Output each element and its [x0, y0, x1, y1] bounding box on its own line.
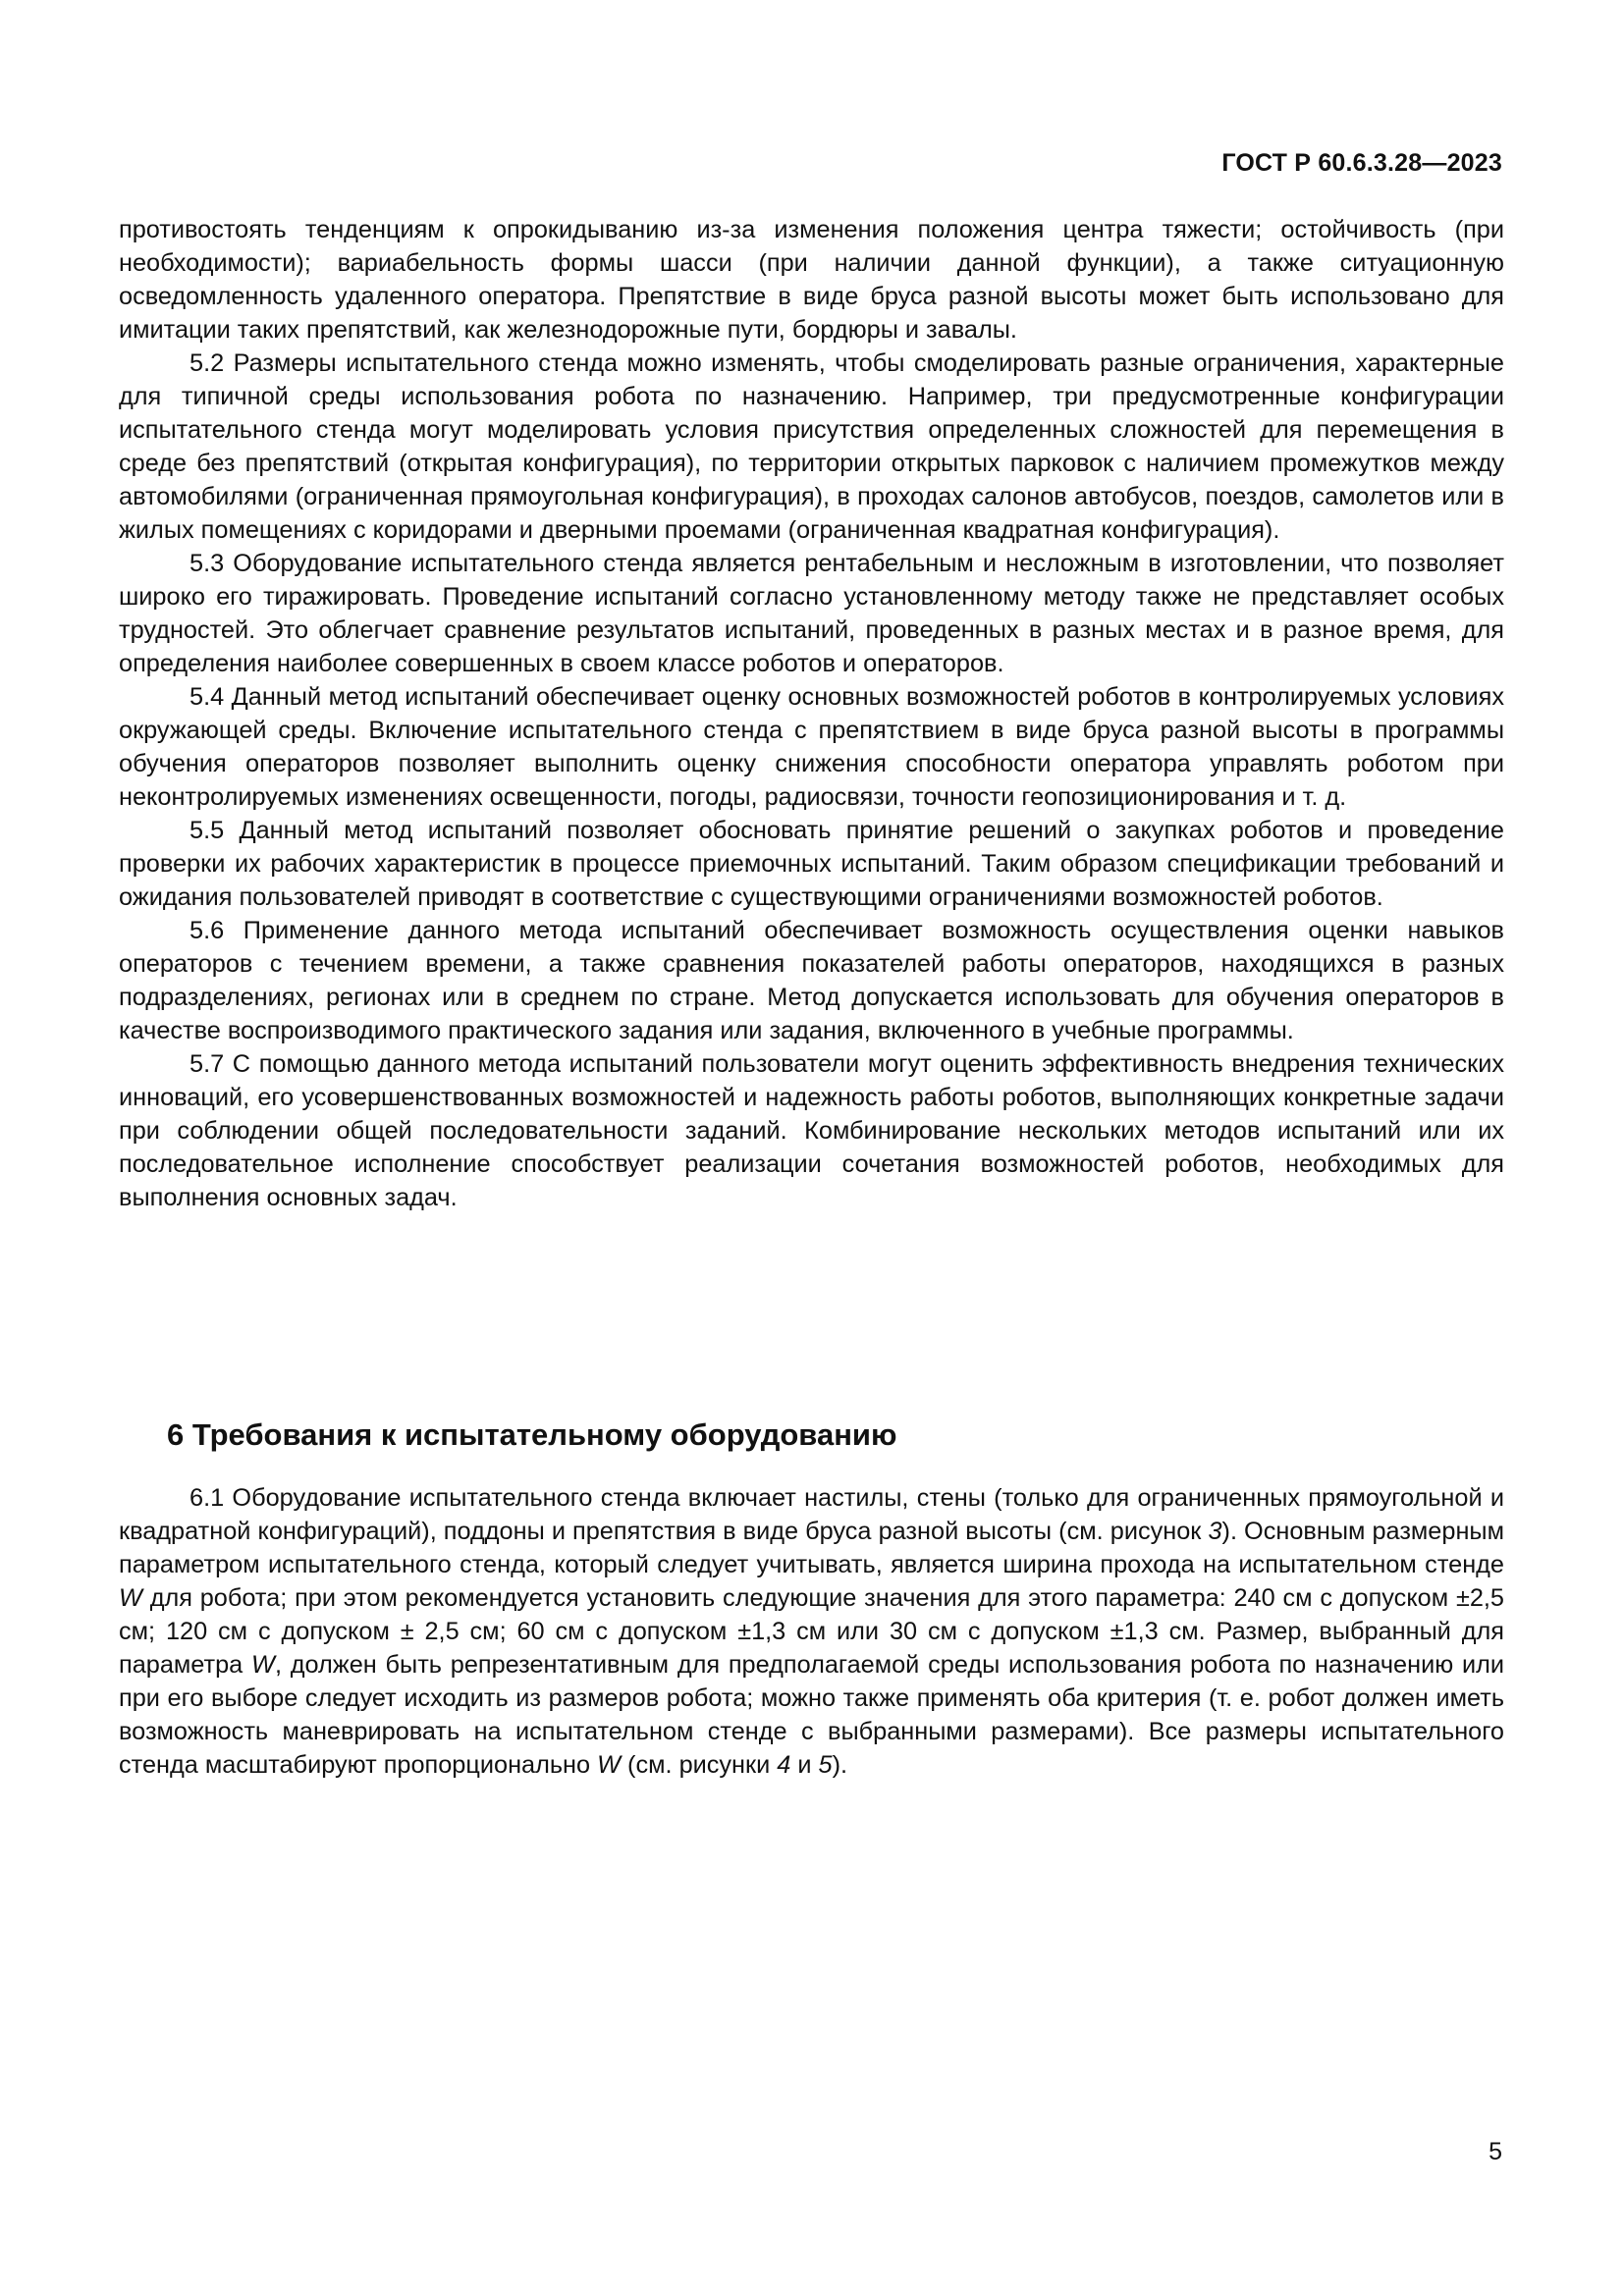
paragraph-5-4: 5.4 Данный метод испытаний обеспечивает оценку основных возможностей роботов в контролируемых условиях окружающей среды. Включение испытательного стенда с препятствием в виде бруса разной высоты в программы обучения операторов позволяет выполнить оценку снижения способности оператора управлять роботом при неконтролируемых изменениях освещенности, погоды, радиосвязи, точности геопозиционирования и т. д. [119, 683, 1504, 811]
section-6-text [119, 1481, 1504, 1782]
paragraph-5-3: 5.3 Оборудование испытательного стенда является рентабельным и несложным в изготовлении, что позволяет широко его тиражировать. Проведение испытаний согласно установленному методу также не представляет особых трудностей. Это облегчает сравнение результатов испытаний, проведенных в разных местах и в разное время, для определения наиболее совершенных в своем классе роботов и операторов. [119, 550, 1504, 677]
paragraph-5-6: 5.6 Применение данного метода испытаний обеспечивает возможность осуществления оценки навыков операторов с течением времени, а также сравнения показателей работы операторов, находящихся в разных подразделениях, регионах или в среднем по стране. Метод допускается использовать для обучения операторов в качестве воспроизводимого практического задания или задания, включенного в учебные программы. [119, 917, 1504, 1044]
page-number: 5 [1489, 2138, 1502, 2165]
figure-ref-4: 4 [777, 1751, 791, 1779]
document-code: ГОСТ Р 60.6.3.28—2023 [1221, 149, 1502, 177]
paragraph-6-1: 6.1 Оборудование испытательного стенда включает настилы, стены (только для ограниченных прямоугольной и квадратной конфигураций), поддоны и препятствия в виде бруса разной высоты (см. рисунок 3). Основным размерным параметром испытательного стенда, который следует учитывать, является ширина прохода на испытательном стенде W для робота; при этом рекомендуется установить следующие значения для этого параметра: 240 см с допуском ±2,5 см; 120 см с допуском ± 2,5 см; 60 см с допуском ±1,3 см или 30 см с допуском ±1,3 см. Размер, выбранный для параметра W, должен быть репрезентативным для предполагаемой среды использования робота по назначению или при его выборе следует исходить из размеров робота; можно также применять оба критерия (т. е. робот должен иметь возможность маневрировать на испытательном стенде с выбранными размерами). Все размеры испытательного стенда масштабируют пропорционально W (см. рисунки 4 и 5). [119, 1484, 1505, 1779]
param-w: W [251, 1651, 275, 1679]
param-w: W [119, 1584, 142, 1612]
figure-ref-5: 5 [818, 1751, 833, 1779]
figure-ref-3: 3 [1208, 1518, 1222, 1545]
paragraph-5-2: 5.2 Размеры испытательного стенда можно изменять, чтобы смоделировать разные ограничения, характерные для типичной среды использования робота по назначению. Например, три предусмотренные конфигурации испытательного стенда могут моделировать условия присутствия определенных сложностей для перемещения в среде без препятствий (открытая конфигурация), по территории открытых парковок с наличием промежутков между автомобилями (ограниченная прямоугольная конфигурация), в проходах салонов автобусов, поездов, самолетов или в жилых помещениях с коридорами и дверными проемами (ограниченная квадратная конфигурация). [119, 349, 1504, 544]
paragraph-5-7: 5.7 С помощью данного метода испытаний пользователи могут оценить эффективность внедрения технических инноваций, его усовершенствованных возможностей и надежность работы роботов, выполняющих конкретные задачи при соблюдении общей последовательности заданий. Комбинирование нескольких методов испытаний или их последовательное исполнение способствует реализации сочетания возможностей роботов, необходимых для выполнения основных задач. [119, 1050, 1504, 1211]
param-w: W [597, 1751, 622, 1779]
section-6-heading: 6 Требования к испытательному оборудованию [167, 1417, 897, 1452]
paragraph-5-5: 5.5 Данный метод испытаний позволяет обосновать принятие решений о закупках роботов и проведение проверки их рабочих характеристик в процессе приемочных испытаний. Таким образом спецификации требований и ожидания пользователей приводят в соответствие с существующими ограничениями возможностей роботов. [119, 817, 1504, 911]
continuation-paragraph: противостоять тенденциям к опрокидыванию из-за изменения положения центра тяжести; остойчивость (при необходимости); вариабельность формы шасси (при наличии данной функции), а также ситуационную осведомленность удаленного оператора. Препятствие в виде бруса разной высоты может быть использовано для имитации таких препятствий, как железнодорожные пути, бордюры и завалы. [119, 216, 1504, 344]
section-5-text [119, 213, 1504, 1214]
